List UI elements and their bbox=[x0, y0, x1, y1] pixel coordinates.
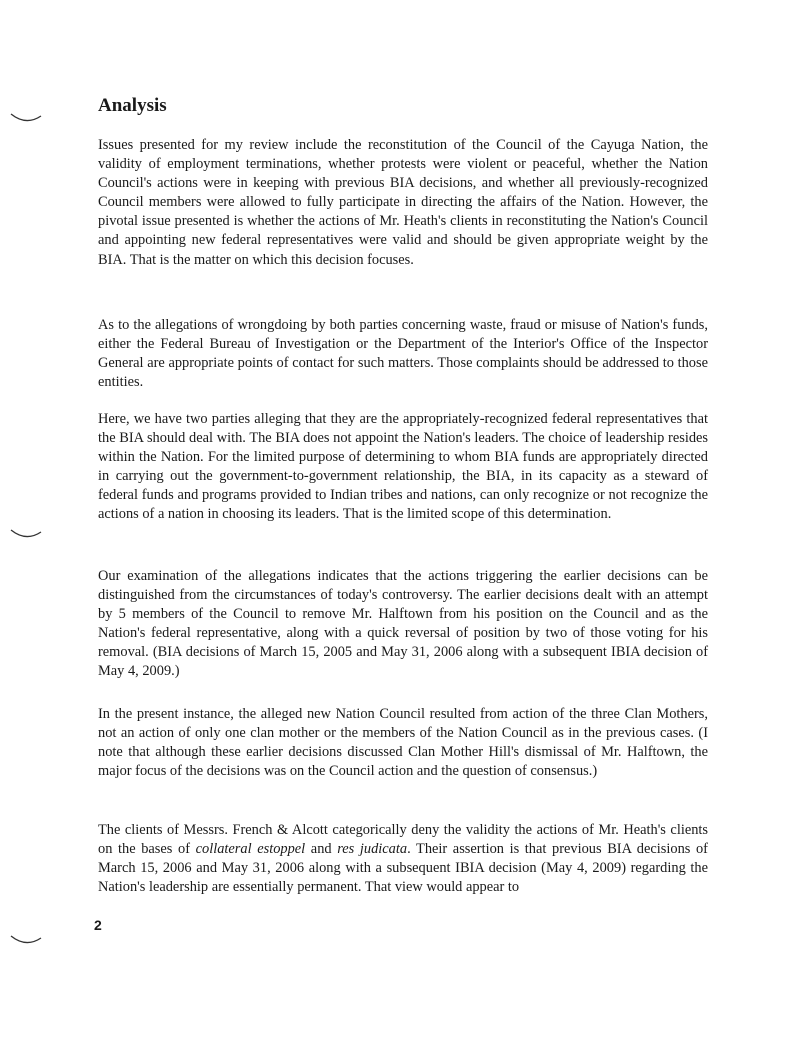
paragraph-issues: Issues presented for my review include the reconstitution of the Council of the Cayuga Nation, the validity of employment terminations, whether protests were violent or peaceful, whether the Nation Council's actions were in keeping with previous BIA decisions, and whether all previously-recognized Council members were allowed to fully participate in directing the affairs of the Nation. However, the pivotal issue presented is whether the actions of Mr. Heath's clients in reconstituting the Nation's Council and appointing new federal representatives were valid and should be given appropriate weight by the BIA. That is the matter on which this decision focuses. bbox=[98, 137, 708, 268]
paragraph-text: . Their assertion is that previous BIA decisions of March 15, 2006 and May 31, 2006 along with a subsequent IBIA decision (May 4, 2009) regarding the Nation's leadership are essentially permanent. That view would appear to bbox=[98, 841, 708, 896]
page-number: 2 bbox=[94, 917, 102, 933]
paragraph-present-instance: In the present instance, the alleged new Nation Council resulted from action of the three Clan Mothers, not an action of only one clan mother or the members of the Nation Council as in the previous cases. (I note that although these earlier decisions discussed Clan Mother Hill's dismissal of Mr. Halftown, the major focus of the decisions was on the Council action and the question of consensus.) bbox=[98, 706, 708, 780]
paragraph-collateral-estoppel bbox=[98, 821, 708, 897]
section-heading: Analysis bbox=[98, 95, 167, 116]
legal-term: res judicata bbox=[337, 841, 408, 858]
punch-hole-mark bbox=[10, 112, 42, 124]
paragraph-text: and bbox=[305, 841, 338, 858]
punch-hole-mark bbox=[10, 528, 42, 540]
paragraph-examination: Our examination of the allegations indicates that the actions triggering the earlier decisions can be distinguished from the circumstances of today's controversy. The earlier decisions dealt with an attempt by 5 members of the Council to remove Mr. Halftown from his position on the Council and as the Nation's federal representative, along with a quick reversal of position by two of those voting for his removal. (BIA decisions of March 15, 2005 and May 31, 2006 along with a subsequent IBIA decision of May 4, 2009.) bbox=[98, 568, 708, 680]
legal-term: collateral estoppel bbox=[195, 841, 306, 858]
punch-hole-mark bbox=[10, 934, 42, 946]
paragraph-allegations: As to the allegations of wrongdoing by both parties concerning waste, fraud or misuse of Nation's funds, either the Federal Bureau of Investigation or the Department of the Interior's Office of the Inspector General are appropriate points of contact for such matters. Those complaints should be addressed to those entities. bbox=[98, 317, 708, 391]
paragraph-parties: Here, we have two parties alleging that they are the appropriately-recognized federal representatives that the BIA should deal with. The BIA does not appoint the Nation's leaders. The choice of leadership resides within the Nation. For the limited purpose of determining to whom BIA funds are appropriately directed in carrying out the government-to-government relationship, the BIA, in its capacity as a steward of federal funds and programs provided to Indian tribes and nations, can only recognize or not recognize the actions of a nation in choosing its leaders. That is the limited scope of this determination. bbox=[98, 411, 708, 523]
paragraph-text: The clients of Messrs. French & Alcott categorically deny the validity the actions of Mr. Heath's clients on the bases of bbox=[98, 822, 708, 858]
